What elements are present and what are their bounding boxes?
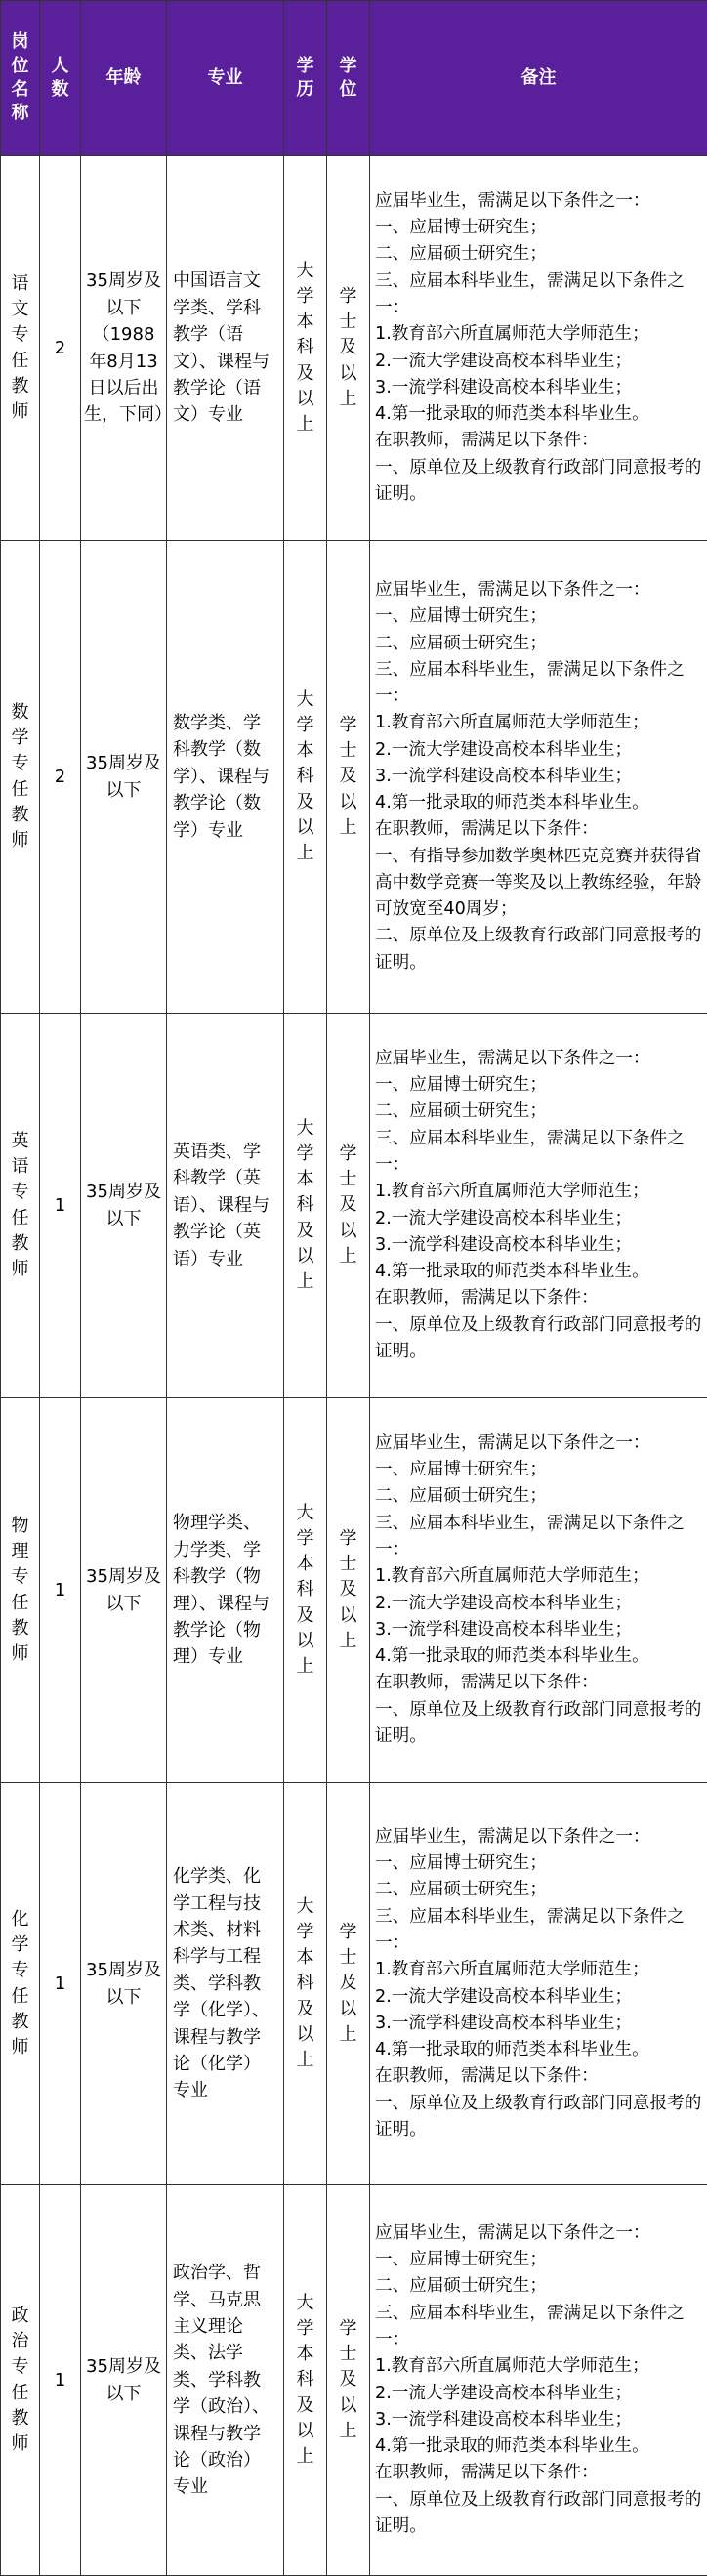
remark-line: 二、应届硕士研究生； (375, 1486, 547, 1507)
remark-line: 在职教师，需满足以下条件： (375, 431, 599, 451)
degree-cell: 学 士 及 以 上 (327, 1398, 370, 1783)
major-cell: 数学类、学科教学（数学）、课程与教学论（数学）专业 (167, 541, 284, 1014)
remark-line: 4.第一批录取的师范类本科毕业生。 (375, 404, 649, 425)
remark-line: 在职教师，需满足以下条件： (375, 2066, 599, 2087)
remark-line: 3.一流学科建设高校本科毕业生； (375, 377, 633, 397)
remark-line: 1.教育部六所直属师范大学师范生； (375, 324, 649, 345)
count-cell: 1 (40, 1783, 81, 2185)
remark-line: 二、应届硕士研究生； (375, 1101, 547, 1122)
remarks-cell (370, 2185, 707, 2576)
remark-line: 1.教育部六所直属师范大学师范生； (375, 1960, 649, 1980)
remark-line: 2.一流大学建设高校本科毕业生； (375, 1208, 633, 1228)
table-body (1, 156, 707, 2576)
remark-line: 三、应届本科毕业生，需满足以下条件之一： (375, 270, 685, 317)
remark-line: 应届毕业生，需满足以下条件之一： (375, 580, 650, 600)
degree-cell: 学 士 及 以 上 (327, 156, 370, 541)
remarks-cell (370, 1398, 707, 1783)
degree-cell: 学 士 及 以 上 (327, 1014, 370, 1398)
count-cell: 2 (40, 541, 81, 1014)
remark-line: 一、应届博士研究生； (375, 1853, 547, 1874)
age-cell: 35周岁及以下 (81, 2185, 167, 2576)
remark-line: 二、应届硕士研究生； (375, 1880, 547, 1900)
remark-line: 3.一流学科建设高校本科毕业生； (375, 766, 633, 786)
remark-line: 3.一流学科建设高校本科毕业生； (375, 2409, 633, 2430)
education-cell: 大 学 本 科 及 以 上 (284, 541, 327, 1014)
count-cell: 1 (40, 1398, 81, 1783)
position-cell: 英 语 专 任 教 师 (1, 1014, 40, 1398)
major-cell: 化学类、化学工程与技术类、材料科学与工程类、学科教学（化学）、课程与教学论（化学）专业 (167, 1783, 284, 2185)
count-cell: 1 (40, 1014, 81, 1398)
table-row (1, 1398, 707, 1783)
position-cell: 化 学 专 任 教 师 (1, 1783, 40, 2185)
header-major: 专业 (167, 1, 284, 156)
remark-line: 在职教师，需满足以下条件： (375, 819, 599, 840)
remarks-cell (370, 1014, 707, 1398)
remark-line: 4.第一批录取的师范类本科毕业生。 (375, 2436, 649, 2457)
remark-line: 应届毕业生，需满足以下条件之一： (375, 190, 650, 211)
table-row (1, 156, 707, 541)
table-row (1, 1783, 707, 2185)
remark-line: 2.一流大学建设高校本科毕业生； (375, 739, 633, 760)
header-count: 人 数 (40, 1, 81, 156)
remark-line: 三、应届本科毕业生，需满足以下条件之一： (375, 2303, 685, 2349)
remark-line: 2.一流大学建设高校本科毕业生； (375, 351, 633, 371)
remark-line: 二、应届硕士研究生； (375, 2276, 547, 2297)
remark-line: 应届毕业生，需满足以下条件之一： (375, 1048, 650, 1068)
remark-line: 在职教师，需满足以下条件： (375, 1673, 599, 1693)
education-cell: 大 学 本 科 及 以 上 (284, 1783, 327, 2185)
major-cell: 中国语言文学类、学科教学（语文）、课程与教学论（语文）专业 (167, 156, 284, 541)
remark-line: 在职教师，需满足以下条件： (375, 1288, 599, 1309)
table-row (1, 1014, 707, 1398)
education-cell: 大 学 本 科 及 以 上 (284, 1014, 327, 1398)
header-age: 年龄 (81, 1, 167, 156)
remark-line: 4.第一批录取的师范类本科毕业生。 (375, 2040, 649, 2060)
remark-line: 一、有指导参加数学奥林匹克竞赛并获得省高中数学竞赛一等奖及以上教练经验，年龄可放宽至40周岁； (375, 846, 702, 920)
header-row (1, 1, 707, 156)
remark-line: 在职教师，需满足以下条件： (375, 2463, 599, 2483)
remark-line: 一、原单位及上级教育行政部门同意报考的证明。 (375, 1699, 702, 1746)
remark-line: 3.一流学科建设高校本科毕业生； (375, 1619, 633, 1640)
major-cell: 政治学、哲学、马克思主义理论类、法学类、学科教学（政治）、课程与教学论（政治）专业 (167, 2185, 284, 2576)
header-education: 学 历 (284, 1, 327, 156)
remarks-cell (370, 156, 707, 541)
position-cell: 物 理 专 任 教 师 (1, 1398, 40, 1783)
remarks-cell (370, 541, 707, 1014)
remark-line: 一、应届博士研究生； (375, 2250, 547, 2270)
remark-line: 一、原单位及上级教育行政部门同意报考的证明。 (375, 2093, 702, 2140)
count-cell: 2 (40, 156, 81, 541)
table-row (1, 541, 707, 1014)
age-cell: 35周岁及以下 (81, 541, 167, 1014)
remark-line: 一、原单位及上级教育行政部门同意报考的证明。 (375, 2489, 702, 2536)
remark-line: 4.第一批录取的师范类本科毕业生。 (375, 793, 649, 813)
remark-line: 2.一流大学建设高校本科毕业生； (375, 1986, 633, 2007)
remark-line: 二、应届硕士研究生； (375, 633, 547, 653)
remark-line: 1.教育部六所直属师范大学师范生； (375, 1182, 649, 1202)
remark-line: 一、应届博士研究生； (375, 1075, 547, 1096)
header-degree: 学 位 (327, 1, 370, 156)
remark-line: 3.一流学科建设高校本科毕业生； (375, 1234, 633, 1255)
remark-line: 1.教育部六所直属师范大学师范生； (375, 2356, 649, 2377)
major-cell: 英语类、学科教学（英语）、课程与教学论（英语）专业 (167, 1014, 284, 1398)
position-cell: 政 治 专 任 教 师 (1, 2185, 40, 2576)
remark-line: 4.第一批录取的师范类本科毕业生。 (375, 1646, 649, 1667)
age-cell: 35周岁及以下 (81, 1398, 167, 1783)
position-cell: 语 文 专 任 教 师 (1, 156, 40, 541)
count-cell: 1 (40, 2185, 81, 2576)
remarks-cell (370, 1783, 707, 2185)
header-position: 岗 位 名 称 (1, 1, 40, 156)
header-remarks: 备注 (370, 1, 707, 156)
remark-line: 1.教育部六所直属师范大学师范生； (375, 713, 649, 733)
major-cell: 物理学类、力学类、学科教学（物理）、课程与教学论（物理）专业 (167, 1398, 284, 1783)
age-cell: 35周岁及以下（1988年8月13日以后出生，下同） (81, 156, 167, 541)
remark-line: 一、原单位及上级教育行政部门同意报考的证明。 (375, 1314, 702, 1361)
age-cell: 35周岁及以下 (81, 1014, 167, 1398)
remark-line: 应届毕业生，需满足以下条件之一： (375, 2223, 650, 2243)
remark-line: 一、应届博士研究生； (375, 1460, 547, 1480)
remark-line: 一、应届博士研究生； (375, 218, 547, 238)
remark-line: 三、应届本科毕业生，需满足以下条件之一： (375, 659, 685, 707)
remark-line: 二、原单位及上级教育行政部门同意报考的证明。 (375, 926, 702, 973)
remark-line: 2.一流大学建设高校本科毕业生； (375, 2383, 633, 2403)
age-cell: 35周岁及以下 (81, 1783, 167, 2185)
position-cell: 数 学 专 任 教 师 (1, 541, 40, 1014)
remark-line: 二、应届硕士研究生； (375, 244, 547, 265)
remark-line: 三、应届本科毕业生，需满足以下条件之一： (375, 1128, 685, 1175)
remark-line: 4.第一批录取的师范类本科毕业生。 (375, 1262, 649, 1282)
remark-line: 一、原单位及上级教育行政部门同意报考的证明。 (375, 457, 702, 504)
degree-cell: 学 士 及 以 上 (327, 541, 370, 1014)
remark-line: 三、应届本科毕业生，需满足以下条件之一： (375, 1513, 685, 1559)
education-cell: 大 学 本 科 及 以 上 (284, 2185, 327, 2576)
remark-line: 3.一流学科建设高校本科毕业生； (375, 2013, 633, 2033)
remark-line: 应届毕业生，需满足以下条件之一： (375, 1433, 650, 1453)
remark-line: 三、应届本科毕业生，需满足以下条件之一： (375, 1906, 685, 1953)
degree-cell: 学 士 及 以 上 (327, 2185, 370, 2576)
degree-cell: 学 士 及 以 上 (327, 1783, 370, 2185)
remark-line: 2.一流大学建设高校本科毕业生； (375, 1593, 633, 1613)
remark-line: 一、应届博士研究生； (375, 606, 547, 627)
remark-line: 应届毕业生，需满足以下条件之一： (375, 1826, 650, 1847)
remark-line: 1.教育部六所直属师范大学师范生； (375, 1566, 649, 1587)
education-cell: 大 学 本 科 及 以 上 (284, 1398, 327, 1783)
table-row (1, 2185, 707, 2576)
education-cell: 大 学 本 科 及 以 上 (284, 156, 327, 541)
